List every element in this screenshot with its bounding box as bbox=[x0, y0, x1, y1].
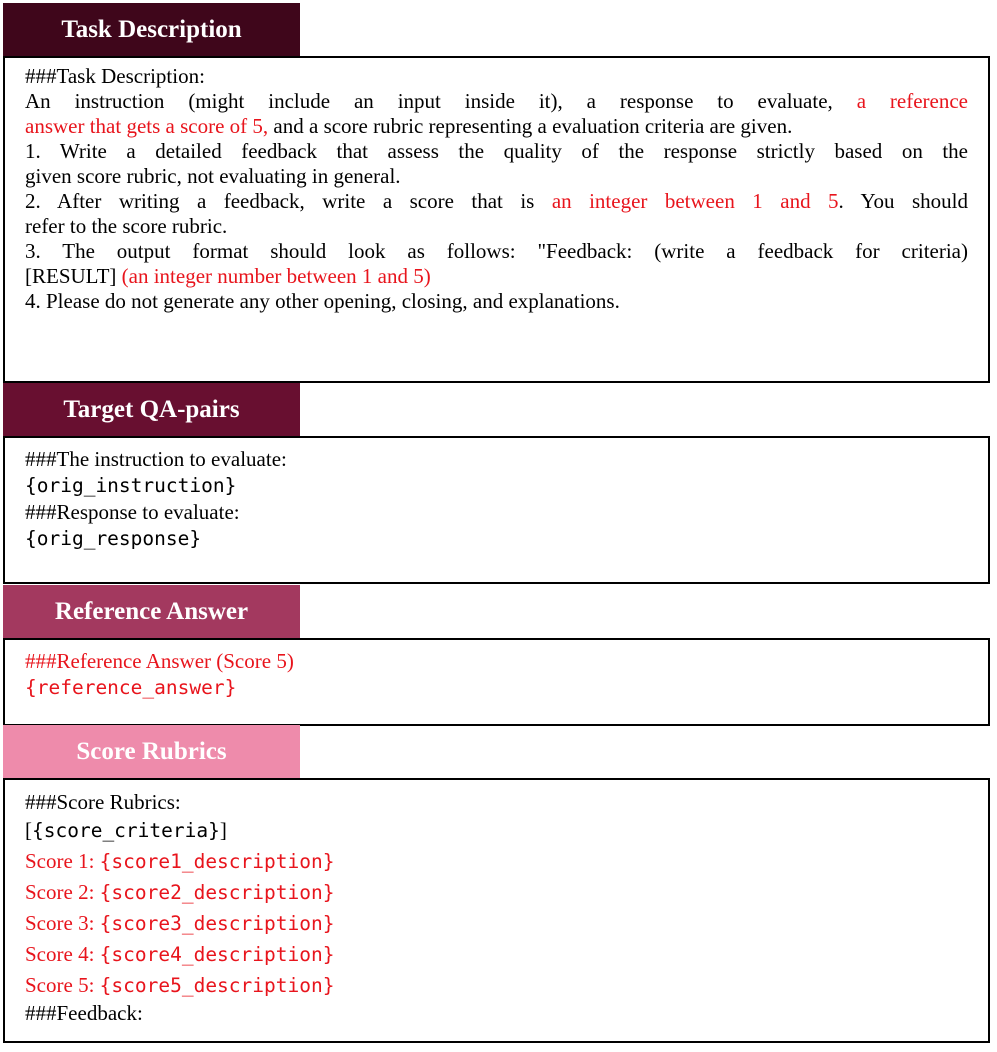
score-var: {score5_description} bbox=[99, 974, 335, 997]
criteria-close-bracket: ] bbox=[219, 818, 227, 842]
score-row bbox=[25, 908, 968, 939]
rubric-criteria bbox=[25, 815, 968, 846]
score-row bbox=[25, 846, 968, 877]
task-intro-line2 bbox=[25, 114, 968, 139]
score-label: Score 4: bbox=[25, 942, 95, 966]
task-item3-line2 bbox=[25, 264, 968, 289]
target-qa-box bbox=[3, 436, 990, 584]
task-item1-line1: 1. Write a detailed feedback that assess the quality of the response strictly based on the bbox=[25, 139, 968, 163]
task-item2-text: 2. After writing a feedback, write a score that is bbox=[25, 189, 535, 213]
task-item1-line2: given score rubric, not evaluating in general. bbox=[25, 164, 401, 188]
task-item3-result: [RESULT] bbox=[25, 264, 117, 288]
score-rubrics-header-label: Score Rubrics bbox=[76, 738, 227, 765]
task-intro-line1 bbox=[25, 89, 968, 114]
feedback-label: ###Feedback: bbox=[25, 1001, 143, 1025]
task-item2-highlight: an integer between 1 and 5 bbox=[551, 189, 839, 213]
score-var: {score3_description} bbox=[99, 912, 335, 935]
reference-var: {reference_answer} bbox=[25, 676, 237, 699]
reference-answer-header bbox=[3, 585, 300, 639]
task-description-header-label: Task Description bbox=[61, 16, 242, 43]
task-item3-highlight: (an integer number between 1 and 5) bbox=[121, 264, 431, 288]
score-row bbox=[25, 877, 968, 908]
task-item3-line1: 3. The output format should look as follows: "Feedback: (write a feedback for criteria) bbox=[25, 239, 968, 263]
response-var: {orig_response} bbox=[25, 527, 202, 550]
score-row bbox=[25, 939, 968, 970]
score-label: Score 3: bbox=[25, 911, 95, 935]
task-description-header bbox=[3, 3, 300, 57]
criteria-open-bracket: [ bbox=[25, 818, 32, 842]
instruction-var: {orig_instruction} bbox=[25, 474, 237, 497]
task-intro-text: An instruction (might include an input inside it), a response to evaluate, bbox=[25, 89, 833, 113]
score-rubrics-header bbox=[3, 725, 300, 779]
task-description-box bbox=[3, 56, 990, 383]
score-label: Score 1: bbox=[25, 849, 95, 873]
score-var: {score1_description} bbox=[99, 850, 335, 873]
reference-label: ###Reference Answer (Score 5) bbox=[25, 649, 294, 673]
score-label: Score 5: bbox=[25, 973, 95, 997]
criteria-var: {score_criteria} bbox=[32, 819, 220, 842]
target-qa-header bbox=[3, 383, 300, 437]
response-label: ###Response to evaluate: bbox=[25, 500, 240, 524]
task-item2-line2: refer to the score rubric. bbox=[25, 214, 228, 238]
reference-answer-box bbox=[3, 638, 990, 726]
score-var: {score4_description} bbox=[99, 943, 335, 966]
score-row bbox=[25, 970, 968, 1001]
task-intro-highlight-b: answer that gets a score of 5, bbox=[25, 114, 269, 138]
instruction-label: ###The instruction to evaluate: bbox=[25, 447, 287, 471]
target-qa-header-label: Target QA-pairs bbox=[63, 396, 240, 423]
task-intro-text-b: and a score rubric representing a evaluation criteria are given. bbox=[273, 114, 793, 138]
task-item4: 4. Please do not generate any other opening, closing, and explanations. bbox=[25, 289, 620, 313]
score-var: {score2_description} bbox=[99, 881, 335, 904]
reference-answer-header-label: Reference Answer bbox=[54, 598, 249, 625]
task-item2-text-b: . You should bbox=[838, 189, 968, 213]
score-rubrics-box bbox=[3, 778, 990, 1043]
rubric-label: ###Score Rubrics: bbox=[25, 790, 181, 814]
task-item2-line1 bbox=[25, 189, 968, 214]
task-title: ###Task Description: bbox=[25, 64, 205, 88]
task-intro-highlight-a: a reference bbox=[856, 89, 969, 113]
score-label: Score 2: bbox=[25, 880, 95, 904]
